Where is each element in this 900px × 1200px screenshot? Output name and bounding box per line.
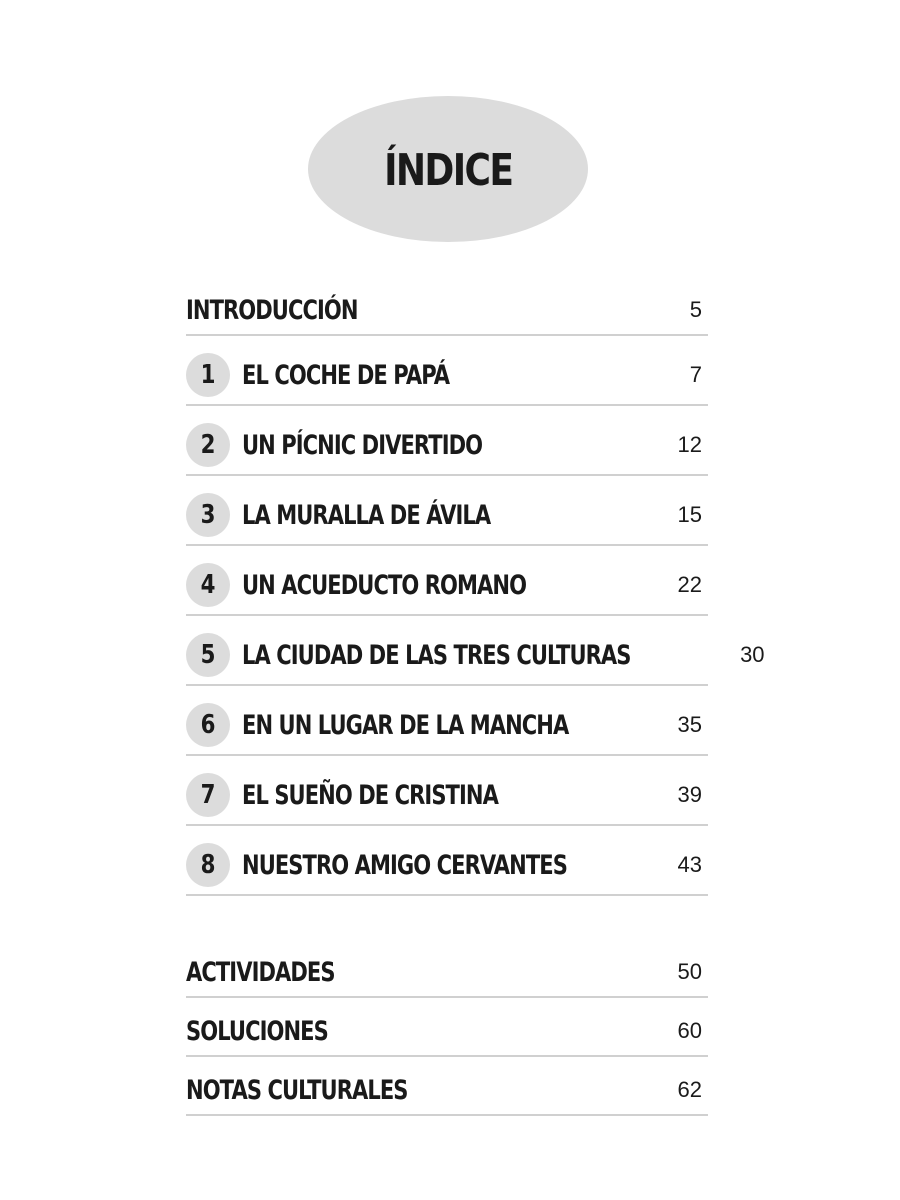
toc-label: UN ACUEDUCTO ROMANO [242,569,527,601]
chapter-number: 1 [200,360,216,390]
toc-row-actividades[interactable] [186,948,708,998]
toc-label: ACTIVIDADES [186,956,335,988]
toc-row-notas-culturales[interactable] [186,1066,708,1116]
chapter-number-badge [186,633,230,677]
chapter-number: 5 [200,640,216,670]
toc-page-number: 5 [689,297,702,322]
toc-page-number: 15 [677,502,702,527]
toc-label: EN UN LUGAR DE LA MANCHA [242,709,569,741]
toc-label: INTRODUCCIÓN [186,294,358,326]
title-oval [308,96,588,242]
chapter-number-badge [186,493,230,537]
toc-label: LA CIUDAD DE LAS TRES CULTURAS [242,639,631,671]
toc-page-number: 62 [677,1077,702,1102]
toc-label: NUESTRO AMIGO CERVANTES [242,849,567,881]
page-title: ÍNDICE [383,145,513,196]
toc-row-chapter-8[interactable] [186,836,708,896]
toc-page-number: 22 [677,572,702,597]
toc-row-chapter-2[interactable] [186,416,708,476]
chapter-number-badge [186,423,230,467]
toc-label: EL COCHE DE PAPÁ [242,359,450,391]
toc-label: NOTAS CULTURALES [186,1074,408,1106]
toc-page-number: 35 [677,712,702,737]
chapter-number: 8 [200,850,216,880]
toc-label: LA MURALLA DE ÁVILA [242,499,491,531]
toc-page-number: 50 [677,959,702,984]
chapter-number-badge [186,353,230,397]
toc-row-chapter-3[interactable] [186,486,708,546]
toc-page-number: 60 [677,1018,702,1043]
toc-label: UN PÍCNIC DIVERTIDO [242,429,483,461]
toc-page-number: 43 [677,852,702,877]
toc-page-number: 39 [677,782,702,807]
toc-row-chapter-7[interactable] [186,766,708,826]
toc-label: EL SUEÑO DE CRISTINA [242,779,498,811]
toc-row-soluciones[interactable] [186,1007,708,1057]
toc-page-number: 12 [677,432,702,457]
chapter-number-badge [186,773,230,817]
toc-label: SOLUCIONES [186,1015,328,1047]
chapter-number: 4 [200,570,216,600]
toc-row-chapter-5[interactable] [186,626,765,686]
toc-row-chapter-6[interactable] [186,696,708,756]
toc-row-chapter-1[interactable] [186,346,708,406]
chapter-number: 2 [200,430,216,460]
chapter-number: 3 [200,500,216,530]
chapter-number: 6 [200,710,216,740]
toc-page-number: 30 [740,642,765,667]
toc-row-chapter-4[interactable] [186,556,708,616]
chapter-number: 7 [200,780,216,810]
chapter-number-badge [186,703,230,747]
chapter-number-badge [186,563,230,607]
toc-page-number: 7 [689,362,702,387]
toc-row-intro[interactable] [186,286,708,336]
chapter-number-badge [186,843,230,887]
